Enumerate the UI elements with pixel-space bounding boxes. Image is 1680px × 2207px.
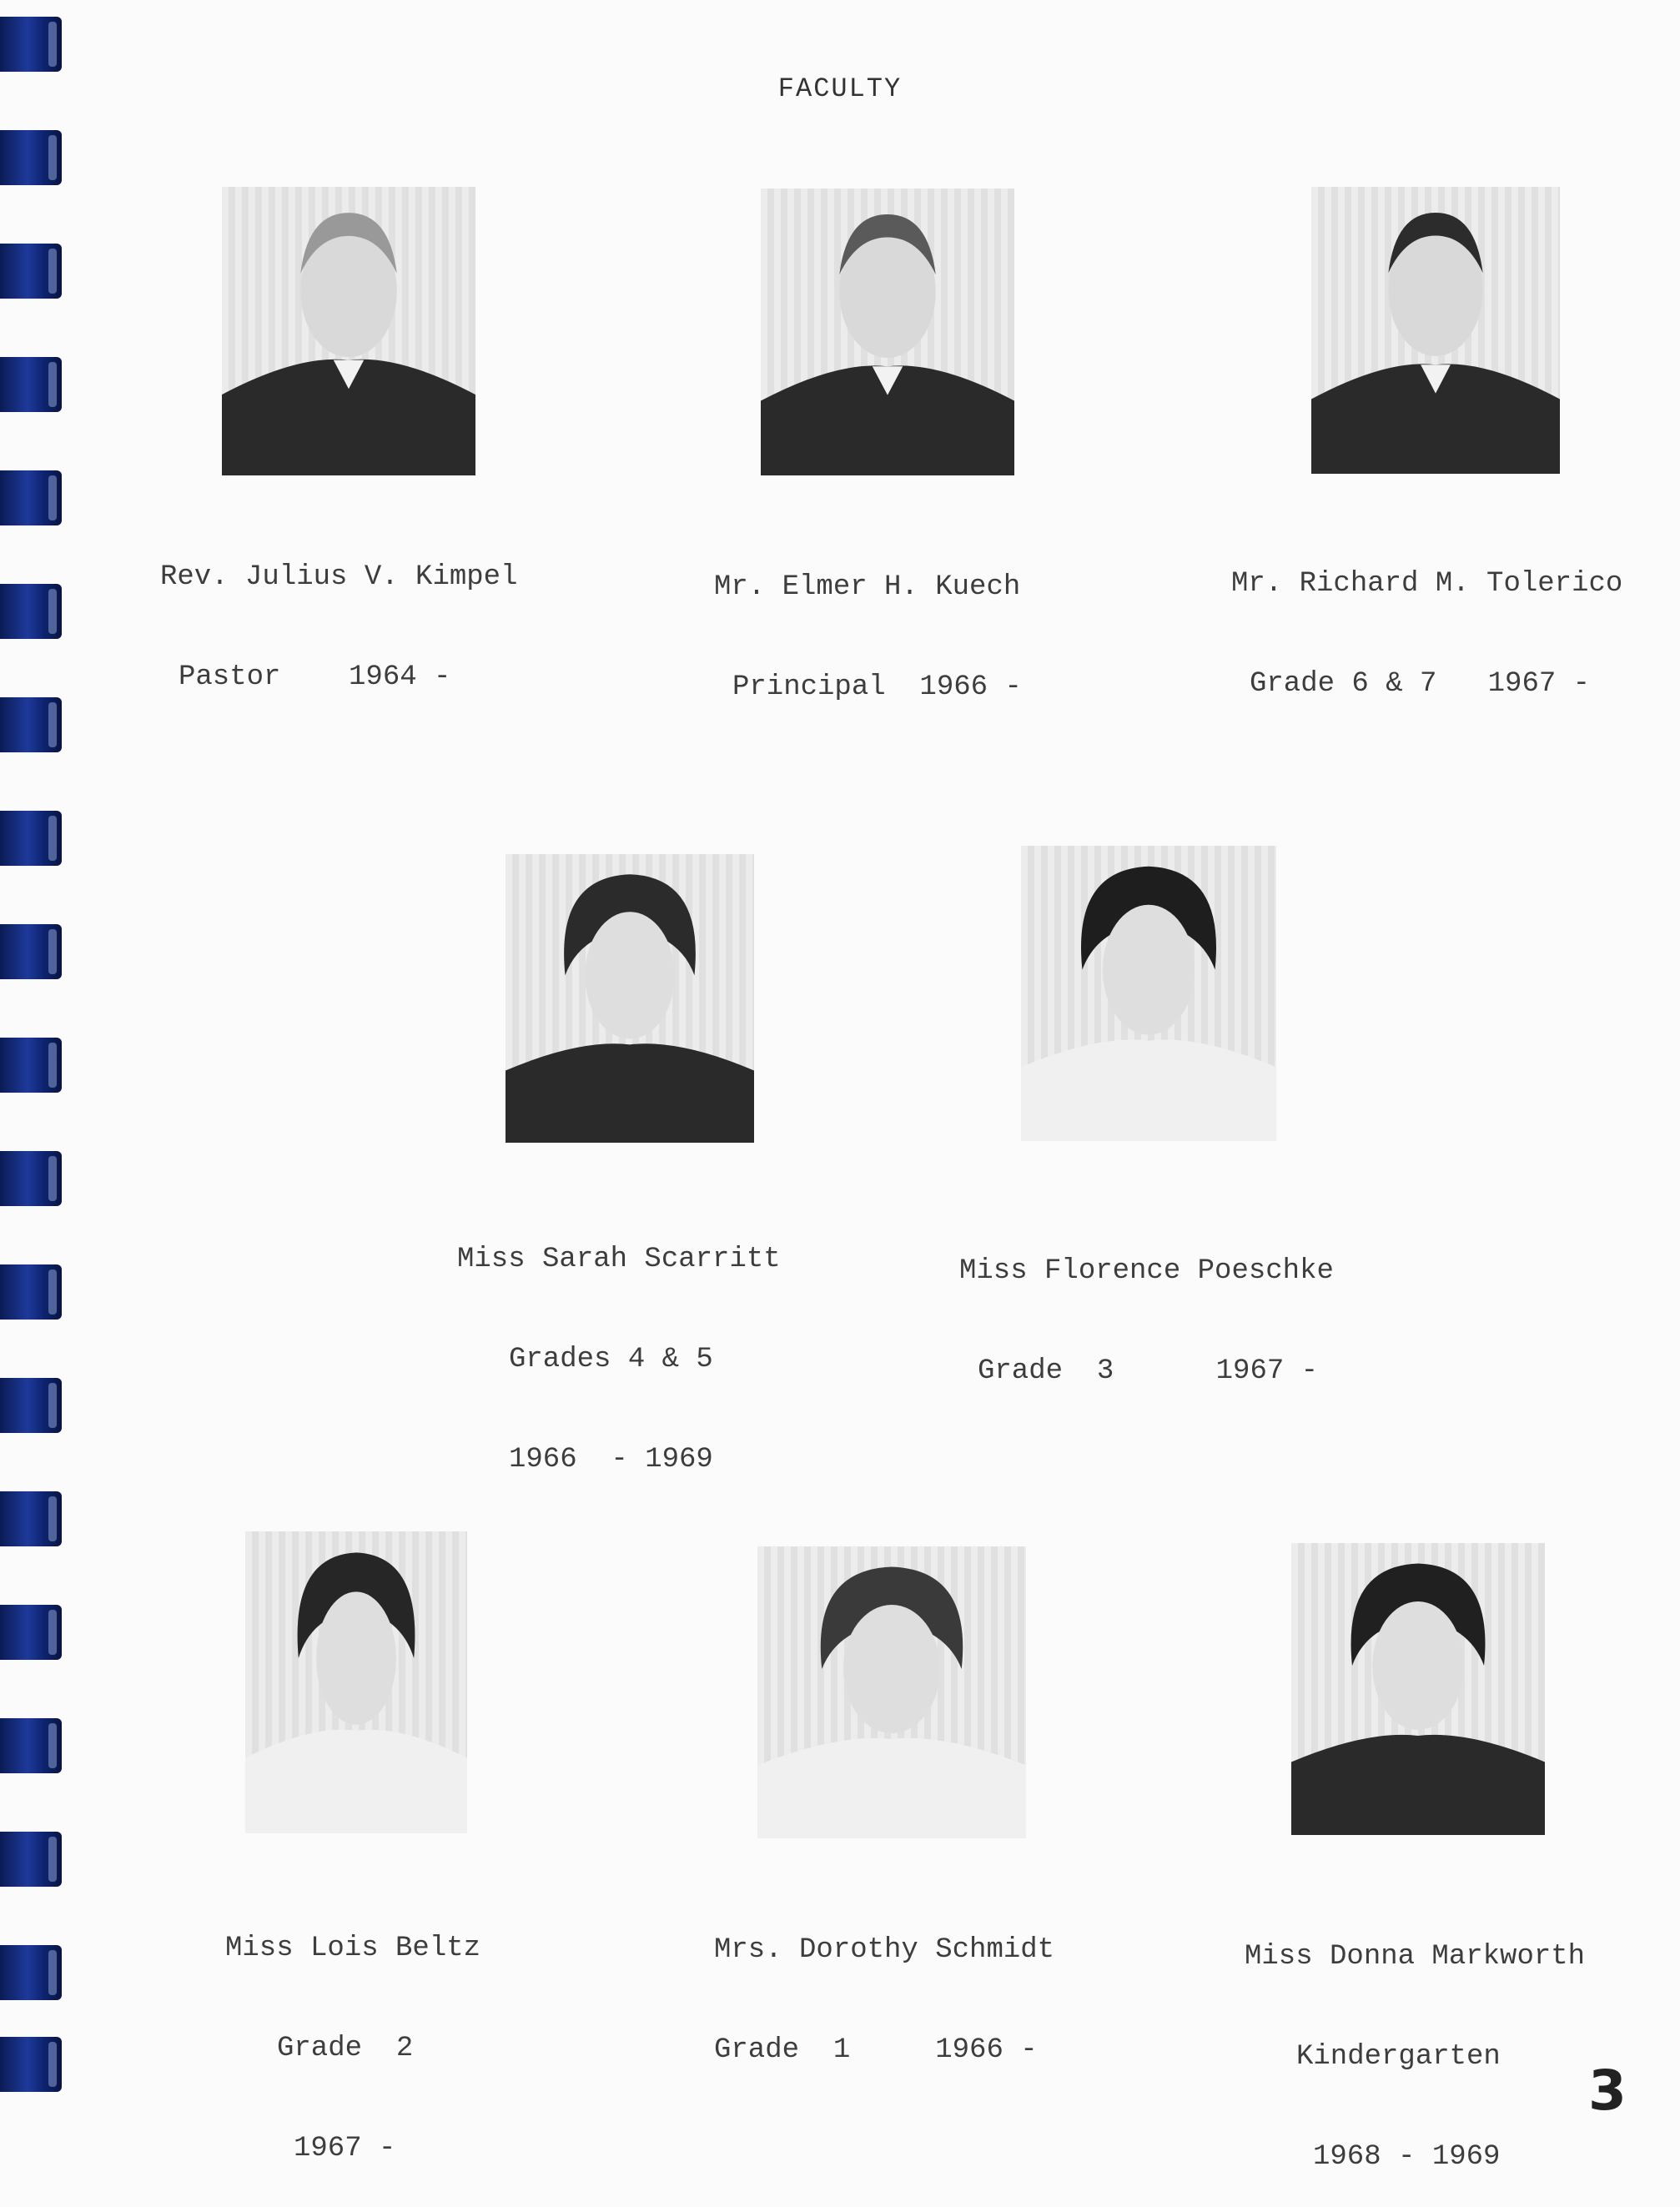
- binding-slot: [0, 2037, 62, 2092]
- binding-slot: [0, 244, 62, 299]
- portrait-photo: [245, 1531, 467, 1833]
- binding-slot: [0, 584, 62, 639]
- faculty-name: Mr. Richard M. Tolerico: [1231, 568, 1623, 600]
- faculty-years: 1968 - 1969: [1313, 2141, 1501, 2173]
- binding-slot: [0, 1264, 62, 1320]
- binding-slot: [0, 1038, 62, 1093]
- faculty-caption: [959, 1188, 1334, 1421]
- faculty-role: Grade 3 1967 -: [978, 1355, 1319, 1387]
- portrait-photo: [1311, 187, 1560, 474]
- faculty-role: Grade 1 1966 -: [714, 2034, 1038, 2066]
- portrait-photo: [1021, 846, 1276, 1141]
- page-title: FACULTY: [777, 73, 903, 104]
- portrait-photo: [761, 189, 1014, 475]
- binding-slot: [0, 470, 62, 525]
- faculty-role: Grade 6 & 7 1967 -: [1250, 668, 1591, 700]
- portrait-photo: [757, 1546, 1026, 1838]
- faculty-name: Mrs. Dorothy Schmidt: [714, 1934, 1055, 1966]
- binding-slot: [0, 1832, 62, 1887]
- faculty-caption: [714, 504, 1022, 737]
- binding-slot: [0, 1491, 62, 1546]
- portrait-photo: [222, 187, 475, 475]
- portrait-photo: [1291, 1543, 1545, 1835]
- binding-slot: [0, 130, 62, 185]
- faculty-name: Rev. Julius V. Kimpel: [160, 561, 518, 593]
- faculty-years: 1966 - 1969: [509, 1444, 713, 1476]
- binding-slot: [0, 697, 62, 752]
- faculty-caption: [457, 1176, 781, 1510]
- faculty-name: Miss Lois Beltz: [225, 1933, 481, 1964]
- binding-slot: [0, 17, 62, 72]
- faculty-role: Grade 2: [277, 2033, 414, 2064]
- faculty-name: Miss Donna Markworth: [1245, 1941, 1586, 1973]
- faculty-years: 1967 -: [294, 2133, 396, 2164]
- faculty-name: Miss Sarah Scarritt: [457, 1244, 781, 1275]
- binding-slot: [0, 811, 62, 866]
- spiral-binding: [0, 0, 68, 2135]
- faculty-caption: [1245, 1873, 1585, 2207]
- faculty-name: Mr. Elmer H. Kuech: [714, 571, 1021, 603]
- faculty-role: Grades 4 & 5: [509, 1344, 713, 1375]
- binding-slot: [0, 1945, 62, 2000]
- faculty-role: Principal 1966 -: [732, 671, 1022, 703]
- faculty-caption: [160, 494, 517, 727]
- binding-slot: [0, 1718, 62, 1773]
- faculty-caption: [714, 1867, 1054, 2100]
- portrait-photo: [506, 854, 754, 1143]
- page-number: 3: [1588, 2059, 1627, 2123]
- faculty-caption: [1231, 500, 1622, 734]
- binding-slot: [0, 1151, 62, 1206]
- faculty-role: Kindergarten: [1296, 2041, 1501, 2073]
- binding-slot: [0, 924, 62, 979]
- binding-slot: [0, 1605, 62, 1660]
- faculty-caption: [225, 1865, 480, 2199]
- faculty-role: Pastor 1964 -: [179, 661, 451, 693]
- binding-slot: [0, 357, 62, 412]
- binding-slot: [0, 1378, 62, 1433]
- faculty-name: Miss Florence Poeschke: [959, 1255, 1334, 1287]
